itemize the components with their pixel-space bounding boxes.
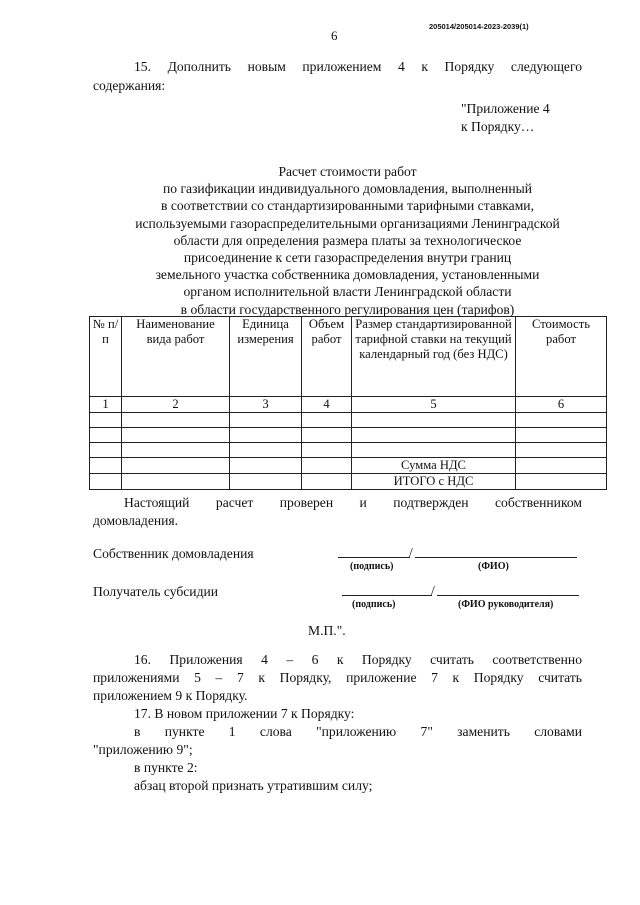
verification-line2: домовладения. — [93, 513, 179, 528]
table-cell[interactable] — [230, 428, 302, 443]
recipient-name-caption: (ФИО руководителя) — [458, 599, 554, 610]
item17-line4: в пункте 2: — [134, 760, 198, 775]
header-tariff-rate: Размер стандартизированной тарифной ставки на текущий календарный год (без НДС) — [352, 317, 516, 397]
vat-sum-value[interactable] — [516, 458, 607, 474]
table-cell[interactable] — [302, 428, 352, 443]
verification-line1: Настоящий расчет проверен и подтвержден собственником — [124, 495, 582, 510]
table-cell[interactable] — [516, 443, 607, 458]
stamp-mark: М.П.". — [308, 623, 346, 638]
table-header-row — [90, 317, 607, 397]
header-cost: Стоимость работ — [516, 317, 607, 397]
table-numbering-row — [90, 397, 607, 413]
attachment-ref-line2: к Порядку… — [461, 119, 535, 134]
table-cell[interactable] — [122, 413, 230, 428]
table-cell[interactable] — [352, 428, 516, 443]
item17-line5: абзац второй признать утратившим силу; — [134, 778, 373, 793]
table-total-row — [90, 474, 607, 490]
table-cell — [230, 474, 302, 490]
table-cell — [90, 474, 122, 490]
table-cell[interactable] — [90, 443, 122, 458]
slash-glyph: / — [431, 583, 435, 598]
item17-line3: "приложению 9"; — [93, 742, 193, 757]
table-row — [90, 413, 607, 428]
table-cell[interactable] — [230, 443, 302, 458]
total-value[interactable] — [516, 474, 607, 490]
table-vat-row — [90, 458, 607, 474]
document-code: 205014/205014-2023-2039(1) — [429, 22, 529, 31]
title-line: по газификации индивидуального домовладения, выполненный — [162, 181, 533, 197]
header-volume: Объем работ — [302, 317, 352, 397]
numbering-cell: 2 — [122, 397, 230, 413]
table-cell — [302, 474, 352, 490]
table-cell[interactable] — [516, 413, 607, 428]
recipient-label: Получатель субсидии — [93, 584, 219, 599]
table-cell[interactable] — [516, 428, 607, 443]
owner-name-line[interactable] — [415, 557, 577, 558]
title-line: Расчет стоимости работ — [278, 164, 417, 179]
numbering-cell: 1 — [90, 397, 122, 413]
numbering-cell: 6 — [516, 397, 607, 413]
calculation-table — [89, 316, 607, 490]
header-number: № п/п — [90, 317, 122, 397]
title-line: используемыми газораспределительными организациями Ленинградской — [135, 215, 560, 231]
header-work-name: Наименование вида работ — [122, 317, 230, 397]
header-unit: Единица измерения — [230, 317, 302, 397]
numbering-cell: 4 — [302, 397, 352, 413]
recipient-sign-caption: (подпись) — [352, 599, 396, 610]
item17-line1: 17. В новом приложении 7 к Порядку: — [134, 706, 355, 721]
calculation-title — [89, 163, 606, 318]
owner-name-caption: (ФИО) — [478, 561, 509, 572]
table-cell — [302, 458, 352, 474]
item16-line3: приложением 9 к Порядку. — [93, 688, 248, 703]
table-cell[interactable] — [352, 413, 516, 428]
numbering-cell: 5 — [352, 397, 516, 413]
vat-sum-label: Сумма НДС — [352, 458, 516, 474]
table-cell — [230, 458, 302, 474]
owner-signature-line[interactable] — [338, 557, 410, 558]
owner-label: Собственник домовладения — [93, 546, 254, 561]
table-cell[interactable] — [230, 413, 302, 428]
recipient-signature-line[interactable] — [342, 595, 432, 596]
owner-sign-caption: (подпись) — [350, 561, 394, 572]
recipient-name-line[interactable] — [437, 595, 579, 596]
table-cell — [122, 474, 230, 490]
table-cell — [90, 458, 122, 474]
item16-line1: 16. Приложения 4 – 6 к Порядку считать соответственно — [134, 652, 582, 667]
title-line: органом исполнительной власти Ленинградской области — [183, 284, 512, 300]
table-cell[interactable] — [90, 428, 122, 443]
slash-glyph: / — [409, 545, 413, 560]
title-line: земельного участка собственника домовладения, установленными — [155, 267, 540, 283]
attachment-ref-line1: "Приложение 4 — [461, 101, 550, 116]
table-cell[interactable] — [122, 428, 230, 443]
table-row — [90, 443, 607, 458]
item15-line2: содержания: — [93, 78, 166, 93]
numbering-cell: 3 — [230, 397, 302, 413]
table-cell[interactable] — [90, 413, 122, 428]
item17-line2: в пункте 1 слова "приложению 7" заменить словами — [134, 724, 582, 739]
title-line: в соответствии со стандартизированными тарифными ставками, — [161, 198, 534, 214]
item16-line2: приложениями 5 – 7 к Порядку, приложение 7 к Порядку считать — [93, 670, 582, 685]
table-cell[interactable] — [302, 443, 352, 458]
title-line: в области государственного регулирования цен (тарифов) — [180, 301, 515, 317]
title-line: области для определения размера платы за технологическое — [173, 232, 522, 248]
title-line: присоединение к сети газораспределения внутри границ — [183, 250, 512, 266]
table-cell[interactable] — [302, 413, 352, 428]
table-cell — [122, 458, 230, 474]
table-cell[interactable] — [352, 443, 516, 458]
item15-line1: 15. Дополнить новым приложением 4 к Порядку следующего — [134, 59, 582, 74]
table-cell[interactable] — [122, 443, 230, 458]
page-number: 6 — [331, 28, 338, 43]
total-label: ИТОГО с НДС — [352, 474, 516, 490]
table-row — [90, 428, 607, 443]
